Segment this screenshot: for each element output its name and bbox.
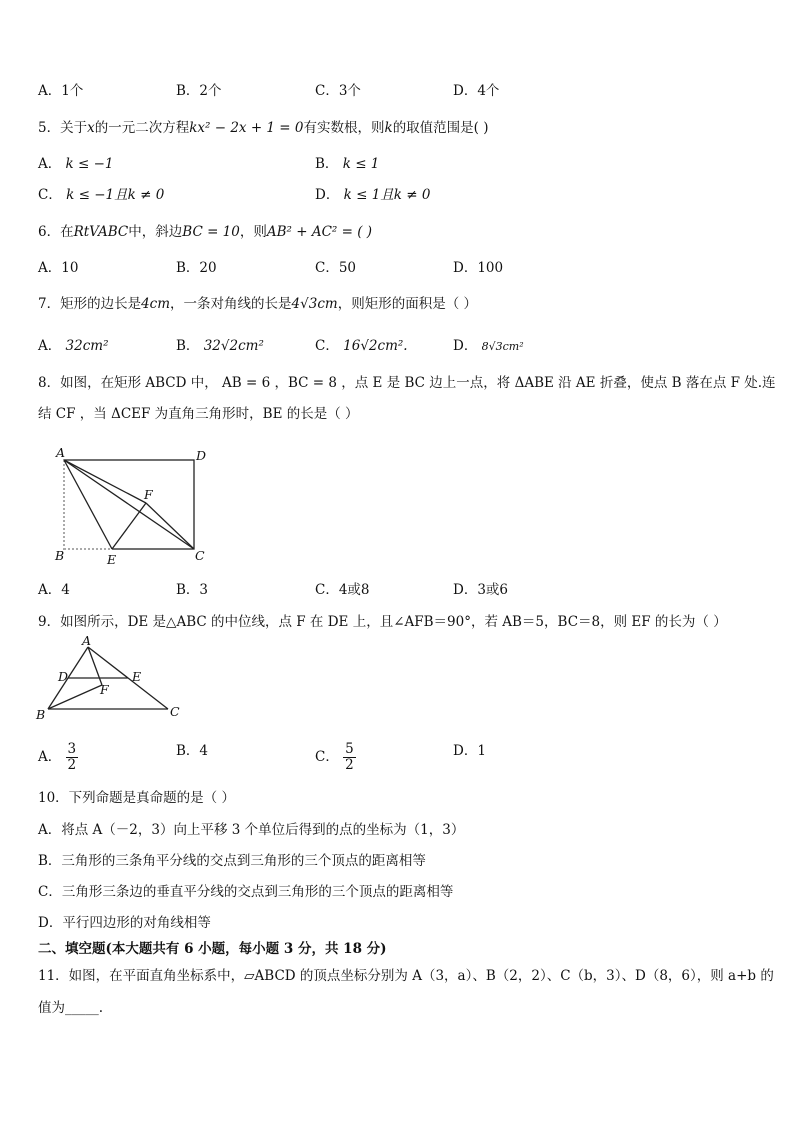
q8-segment-ef	[112, 503, 146, 549]
q9-option-a	[38, 742, 78, 773]
q9-option-a-label: A．	[38, 749, 62, 765]
q8-label-a: A	[56, 445, 66, 460]
q6-option-d: D．100	[453, 260, 504, 276]
q8-label-b: B	[55, 548, 65, 563]
q9-option-a-fraction	[66, 742, 79, 773]
q5-text-1: 的一元二次方程	[94, 120, 190, 136]
q6-option-c: C．50	[315, 260, 357, 276]
q5-option-c	[38, 186, 164, 204]
q5-option-c-label: C．	[38, 187, 62, 203]
q6-option-b: B．20	[176, 260, 217, 276]
q9-stem: 9．如图所示，DE 是△ABC 的中位线，点 F 在 DE 上，且∠AFB＝90°，若 AB＝5，BC＝8，则 EF 的长为（ ）	[38, 614, 727, 630]
q7-text-1: ，一条对角线的长是	[170, 296, 292, 312]
q10-option-a: A．将点 A（－2，3）向上平移 3 个单位后得到的点的坐标为（1，3）	[38, 822, 465, 838]
q5-text-3: 的取值范围是( )	[392, 120, 489, 136]
q5-option-a-math: k ≤ −1	[65, 156, 114, 172]
q6-triangle: RtVABC	[73, 224, 129, 240]
q6-option-a: A．10	[38, 260, 79, 276]
q8-segment-ae	[64, 460, 112, 549]
q8-stem-line1: 8．如图，在矩形 ABCD 中， AB = 6 ，BC = 8 ，点 E 是 BC 边上一点，将 ΔABE 沿 AE 折叠，使点 B 落在点 F 处.连	[38, 375, 776, 391]
q9-option-c-numerator: 5	[345, 741, 354, 757]
q7-stem	[38, 295, 477, 313]
q6-text-2: ，则	[239, 224, 267, 240]
q9-option-a-denominator: 2	[67, 757, 77, 773]
q9-option-c-denominator: 2	[345, 757, 354, 773]
q6-stem	[38, 223, 372, 241]
q4-option-c: C．3个	[315, 83, 361, 99]
q9-label-d: D	[58, 669, 69, 684]
q5-option-d-label: D．	[315, 187, 340, 203]
q9-option-b: B．4	[176, 743, 209, 759]
q7-option-b-label: B．	[176, 338, 200, 354]
q11-stem-line1: 11．如图，在平面直角坐标系中，▱ABCD 的顶点坐标分别为 A（3，a）、B（2，2）、C（b，3）、D（8，6），则 a+b 的	[38, 968, 774, 984]
q10-option-c: C．三角形三条边的垂直平分线的交点到三角形的三个顶点的距离相等	[38, 884, 454, 900]
q5-option-b-label: B．	[315, 156, 339, 172]
q7-option-a-label: A．	[38, 338, 62, 354]
q9-label-b: B	[36, 707, 46, 722]
q8-label-f: F	[144, 487, 153, 502]
q4-option-d: D．4个	[453, 83, 500, 99]
q7-diagonal-length: 4√3cm	[291, 296, 338, 312]
q9-option-a-numerator: 3	[67, 741, 77, 757]
q7-option-c-label: C．	[315, 338, 339, 354]
q9-label-f: F	[100, 682, 109, 697]
q7-option-c-value: 16√2cm².	[343, 338, 408, 354]
q4-option-b: B．2个	[176, 83, 222, 99]
q9-label-c: C	[170, 704, 180, 719]
q9-option-c	[315, 742, 356, 773]
q7-option-d	[453, 337, 524, 356]
q7-option-a-value: 32cm²	[65, 338, 109, 354]
q8-option-a: A．4	[38, 582, 70, 598]
section-2-heading: 二、填空题(本大题共有 6 小题，每小题 3 分，共 18 分)	[38, 941, 387, 957]
q8-option-c: C．4或8	[315, 582, 370, 598]
q5-option-d-math: k ≤ 1且k ≠ 0	[343, 187, 431, 203]
q5-option-b	[315, 155, 379, 173]
q5-var-k: k	[384, 120, 393, 136]
q9-label-a: A	[82, 633, 92, 648]
q6-eq-1: BC = 10	[182, 224, 240, 240]
q6-number: 6．在	[38, 224, 74, 240]
q7-number: 7．矩形的边长是	[38, 296, 142, 312]
q10-option-b: B．三角形的三条角平分线的交点到三角形的三个顶点的距离相等	[38, 853, 426, 869]
q5-option-a	[38, 155, 114, 173]
q8-option-d: D．3或6	[453, 582, 509, 598]
q6-text-1: 中，斜边	[128, 224, 183, 240]
q8-label-e: E	[107, 552, 117, 567]
q5-stem	[38, 119, 489, 137]
q8-segment-fc	[146, 503, 194, 549]
q7-option-b	[176, 337, 264, 355]
q5-number: 5．关于	[38, 120, 88, 136]
q9-figure	[34, 634, 194, 724]
q5-equation: kx² − 2x + 1 = 0	[189, 120, 304, 136]
q6-eq-2: AB² + AC² = ( )	[266, 224, 373, 240]
q9-label-e: E	[132, 669, 142, 684]
q5-var-x: x	[87, 120, 95, 136]
q10-stem: 10．下列命题是真命题的是（ ）	[38, 790, 235, 806]
q8-diagonal-ac	[64, 460, 194, 549]
q8-figure	[50, 446, 220, 571]
q5-option-b-math: k ≤ 1	[342, 156, 380, 172]
q8-label-d: D	[196, 448, 207, 463]
q7-option-b-value: 32√2cm²	[203, 338, 264, 354]
q4-option-a: A．1个	[38, 83, 84, 99]
q9-option-c-fraction	[343, 742, 356, 773]
q9-option-d: D．1	[453, 743, 486, 759]
q5-option-c-math: k ≤ −1且k ≠ 0	[66, 187, 165, 203]
q8-label-c: C	[195, 548, 205, 563]
q7-text-2: ，则矩形的面积是（ ）	[337, 296, 477, 312]
q7-side-length: 4cm	[141, 296, 171, 312]
q10-option-d: D．平行四边形的对角线相等	[38, 915, 211, 931]
q5-option-a-label: A．	[38, 156, 62, 172]
q5-option-d	[315, 186, 430, 204]
q8-option-b: B．3	[176, 582, 209, 598]
q7-option-d-label: D．	[453, 338, 478, 354]
q7-option-a	[38, 337, 109, 355]
q5-text-2: 有实数根，则	[303, 120, 385, 136]
q8-stem-line2: 结 CF ，当 ΔCEF 为直角三角形时，BE 的长是（ ）	[38, 406, 359, 422]
q7-option-c	[315, 337, 408, 355]
q7-option-d-value: 8√3cm²	[481, 340, 524, 353]
q11-stem-line2: 值为_____.	[38, 1000, 104, 1016]
q9-option-c-label: C．	[315, 749, 339, 765]
